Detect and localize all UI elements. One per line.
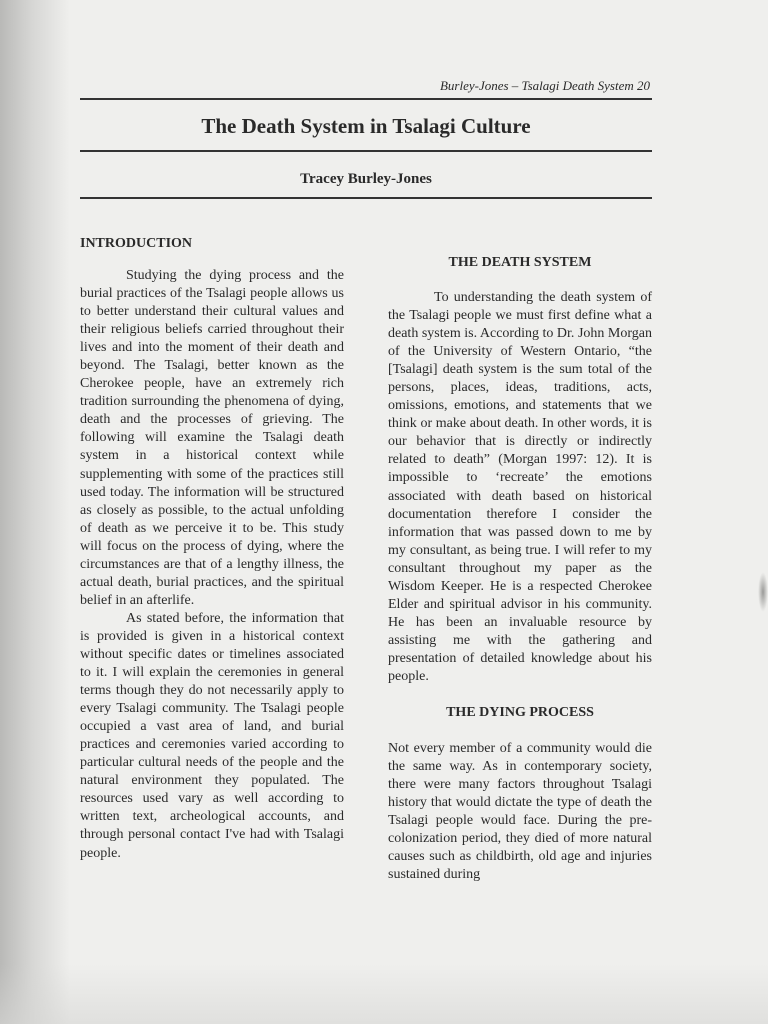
scan-smudge: [758, 572, 768, 612]
death-system-paragraph: To understanding the death system of the Tsalagi people we must first define what a death system is. According to Dr. John Morgan of the University of Western Ontario, “the [Tsalagi] death system is the sum total of the persons, places, ideas, traditions, acts, omissions, emotions, and statements that we think or make about death. In other words, it is our behavior that is directly or indirectly related to death” (Morgan 1997: 12). It is impossible to ‘recreate’ the emotions associated with death based on historical documentation therefore I consider the information that was passed down to me by my consultant, as being true. I will refer to my consultant throughout my paper as the Wisdom Keeper. He is a respected Cherokee Elder and spiritual advisor in his community. He has been an invaluable resource by assisting me with the gathering and presentation of detailed knowledge about his people.: [388, 290, 652, 684]
introduction-paragraph-1: Studying the dying process and the burial practices of the Tsalagi people allows us to better understand their cultural values and their religious beliefs carried throughout their lives and into the moment of their death and beyond. The Tsalagi, better known as the Cherokee people, have an extremely rich tradition surrounding the phenomena of dying, death and the processes of grieving. The following will examine the Tsalagi death system in a historical context while supplementing with some of the practices still used today. The information will be structured as closely as possible, to the actual unfolding of death as we perceive it to be. This study will focus on the process of dying, where the circumstances are that of a lengthy illness, the actual death, burial practices, and the spiritual belief in an afterlife.: [80, 268, 344, 608]
right-column: [388, 228, 652, 884]
author-rule: [80, 197, 652, 199]
header-rule: [80, 98, 652, 100]
title-rule: [80, 150, 652, 152]
dying-process-heading: THE DYING PROCESS: [446, 705, 594, 721]
introduction-heading: INTRODUCTION: [80, 236, 193, 251]
left-column: [80, 228, 344, 863]
document-title: The Death System in Tsalagi Culture: [201, 114, 531, 138]
author-name: Tracey Burley-Jones: [300, 171, 432, 187]
page-bottom-shadow: [0, 964, 768, 1024]
dying-process-paragraph: Not every member of a community would die the same way. As in contemporary society, there were many factors throughout Tsalagi history that would dictate the type of death the Tsalagi people would face. During the pre-colonization period, they died of more natural causes such as childbirth, old age and injuries sustained during: [388, 741, 652, 883]
introduction-paragraph-2: As stated before, the information that is provided is given in a historical context without specific dates or timelines associated to it. I will explain the ceremonies in general terms though they do not necessarily apply to every Tsalagi community. The Tsalagi people occupied a vast area of land, and burial practices and ceremonies varied according to particular cultural needs of the people and the natural environment they populated. The resources used vary as well according to written text, archeological accounts, and through personal contact I've had with Tsalagi people.: [80, 610, 344, 861]
death-system-heading: THE DEATH SYSTEM: [448, 255, 592, 270]
page-binding-shadow: [0, 0, 70, 1024]
running-header: Burley-Jones – Tsalagi Death System 20: [439, 78, 650, 93]
